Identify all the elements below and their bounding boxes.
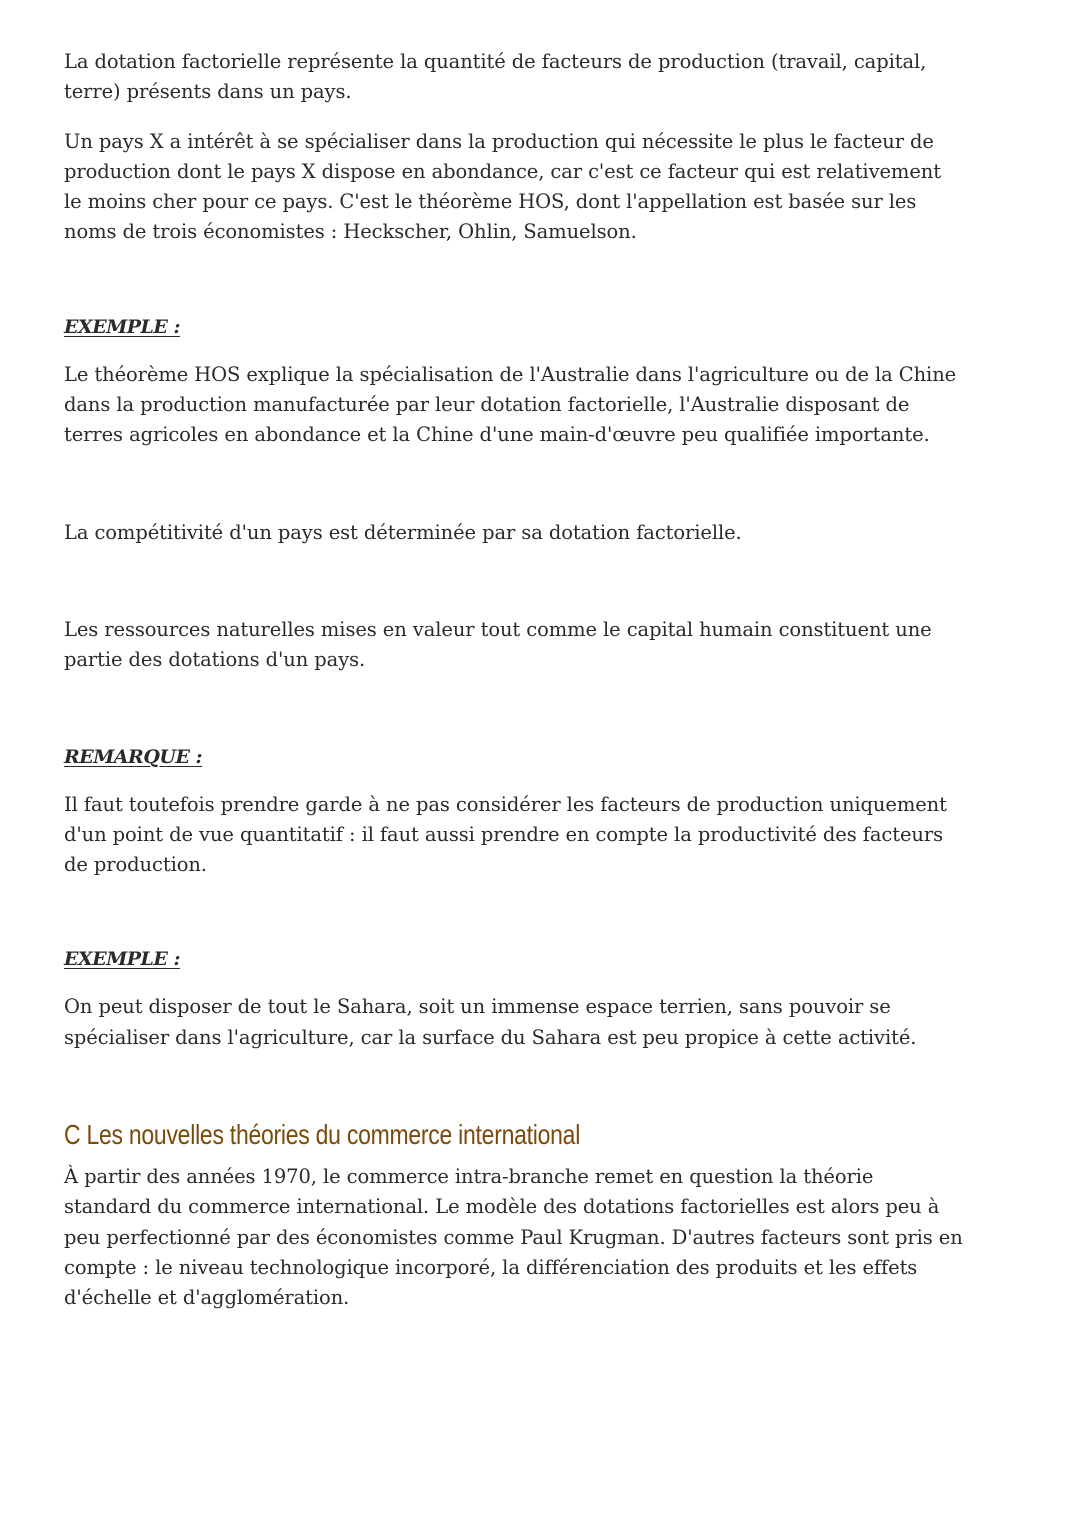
example-label-2: EXEMPLE : bbox=[64, 948, 180, 971]
paragraph-ressources-naturelles: Les ressources naturelles mises en valeur tout comme le capital humain constituent une partie des dotations d'un pays. bbox=[64, 617, 932, 672]
section-c-text: À partir des années 1970, le commerce intra-branche remet en question la théorie standard du commerce international. Le modèle des dotations factorielles est alors peu à peu perfectionné par des économistes comme Paul Krugman. D'autres facteurs sont pris en compte : le niveau technologique incorporé, la différenciation des produits et les effets d'échelle et d'agglomération. bbox=[64, 1165, 963, 1310]
section-c-heading: C Les nouvelles théories du commerce international bbox=[64, 1119, 581, 1151]
example-label-1: EXEMPLE : bbox=[64, 315, 180, 338]
document-page bbox=[64, 47, 964, 1314]
paragraph-dotation-factorielle: La dotation factorielle représente la quantité de facteurs de production (travail, capital, terre) présents dans un pays. bbox=[64, 50, 927, 104]
paragraph-competitivite: La compétitivité d'un pays est déterminée par sa dotation factorielle. bbox=[64, 520, 742, 544]
remark-text: Il faut toutefois prendre garde à ne pas considérer les facteurs de production uniquement d'un point de vue quantitatif : il faut aussi prendre en compte la productivité des facteurs de production. bbox=[64, 792, 947, 877]
example-text-1: Le théorème HOS explique la spécialisation de l'Australie dans l'agriculture ou de la Chine dans la production manufacturée par leur dotation factorielle, l'Australie disposant de terres agricoles en abondance et la Chine d'une main-d'œuvre peu qualifiée importante. bbox=[64, 362, 957, 447]
remark-label: REMARQUE : bbox=[64, 745, 203, 768]
example-text-2: On peut disposer de tout le Sahara, soit un immense espace terrien, sans pouvoir se spécialiser dans l'agriculture, car la surface du Sahara est peu propice à cette activité. bbox=[64, 995, 917, 1049]
paragraph-theoreme-hos: Un pays X a intérêt à se spécialiser dans la production qui nécessite le plus le facteur de production dont le pays X dispose en abondance, car c'est ce facteur qui est relativement le moins cher pour ce pays. C'est le théorème HOS, dont l'appellation est basée sur les noms de trois économistes : Heckscher, Ohlin, Samuelson. bbox=[64, 129, 941, 244]
